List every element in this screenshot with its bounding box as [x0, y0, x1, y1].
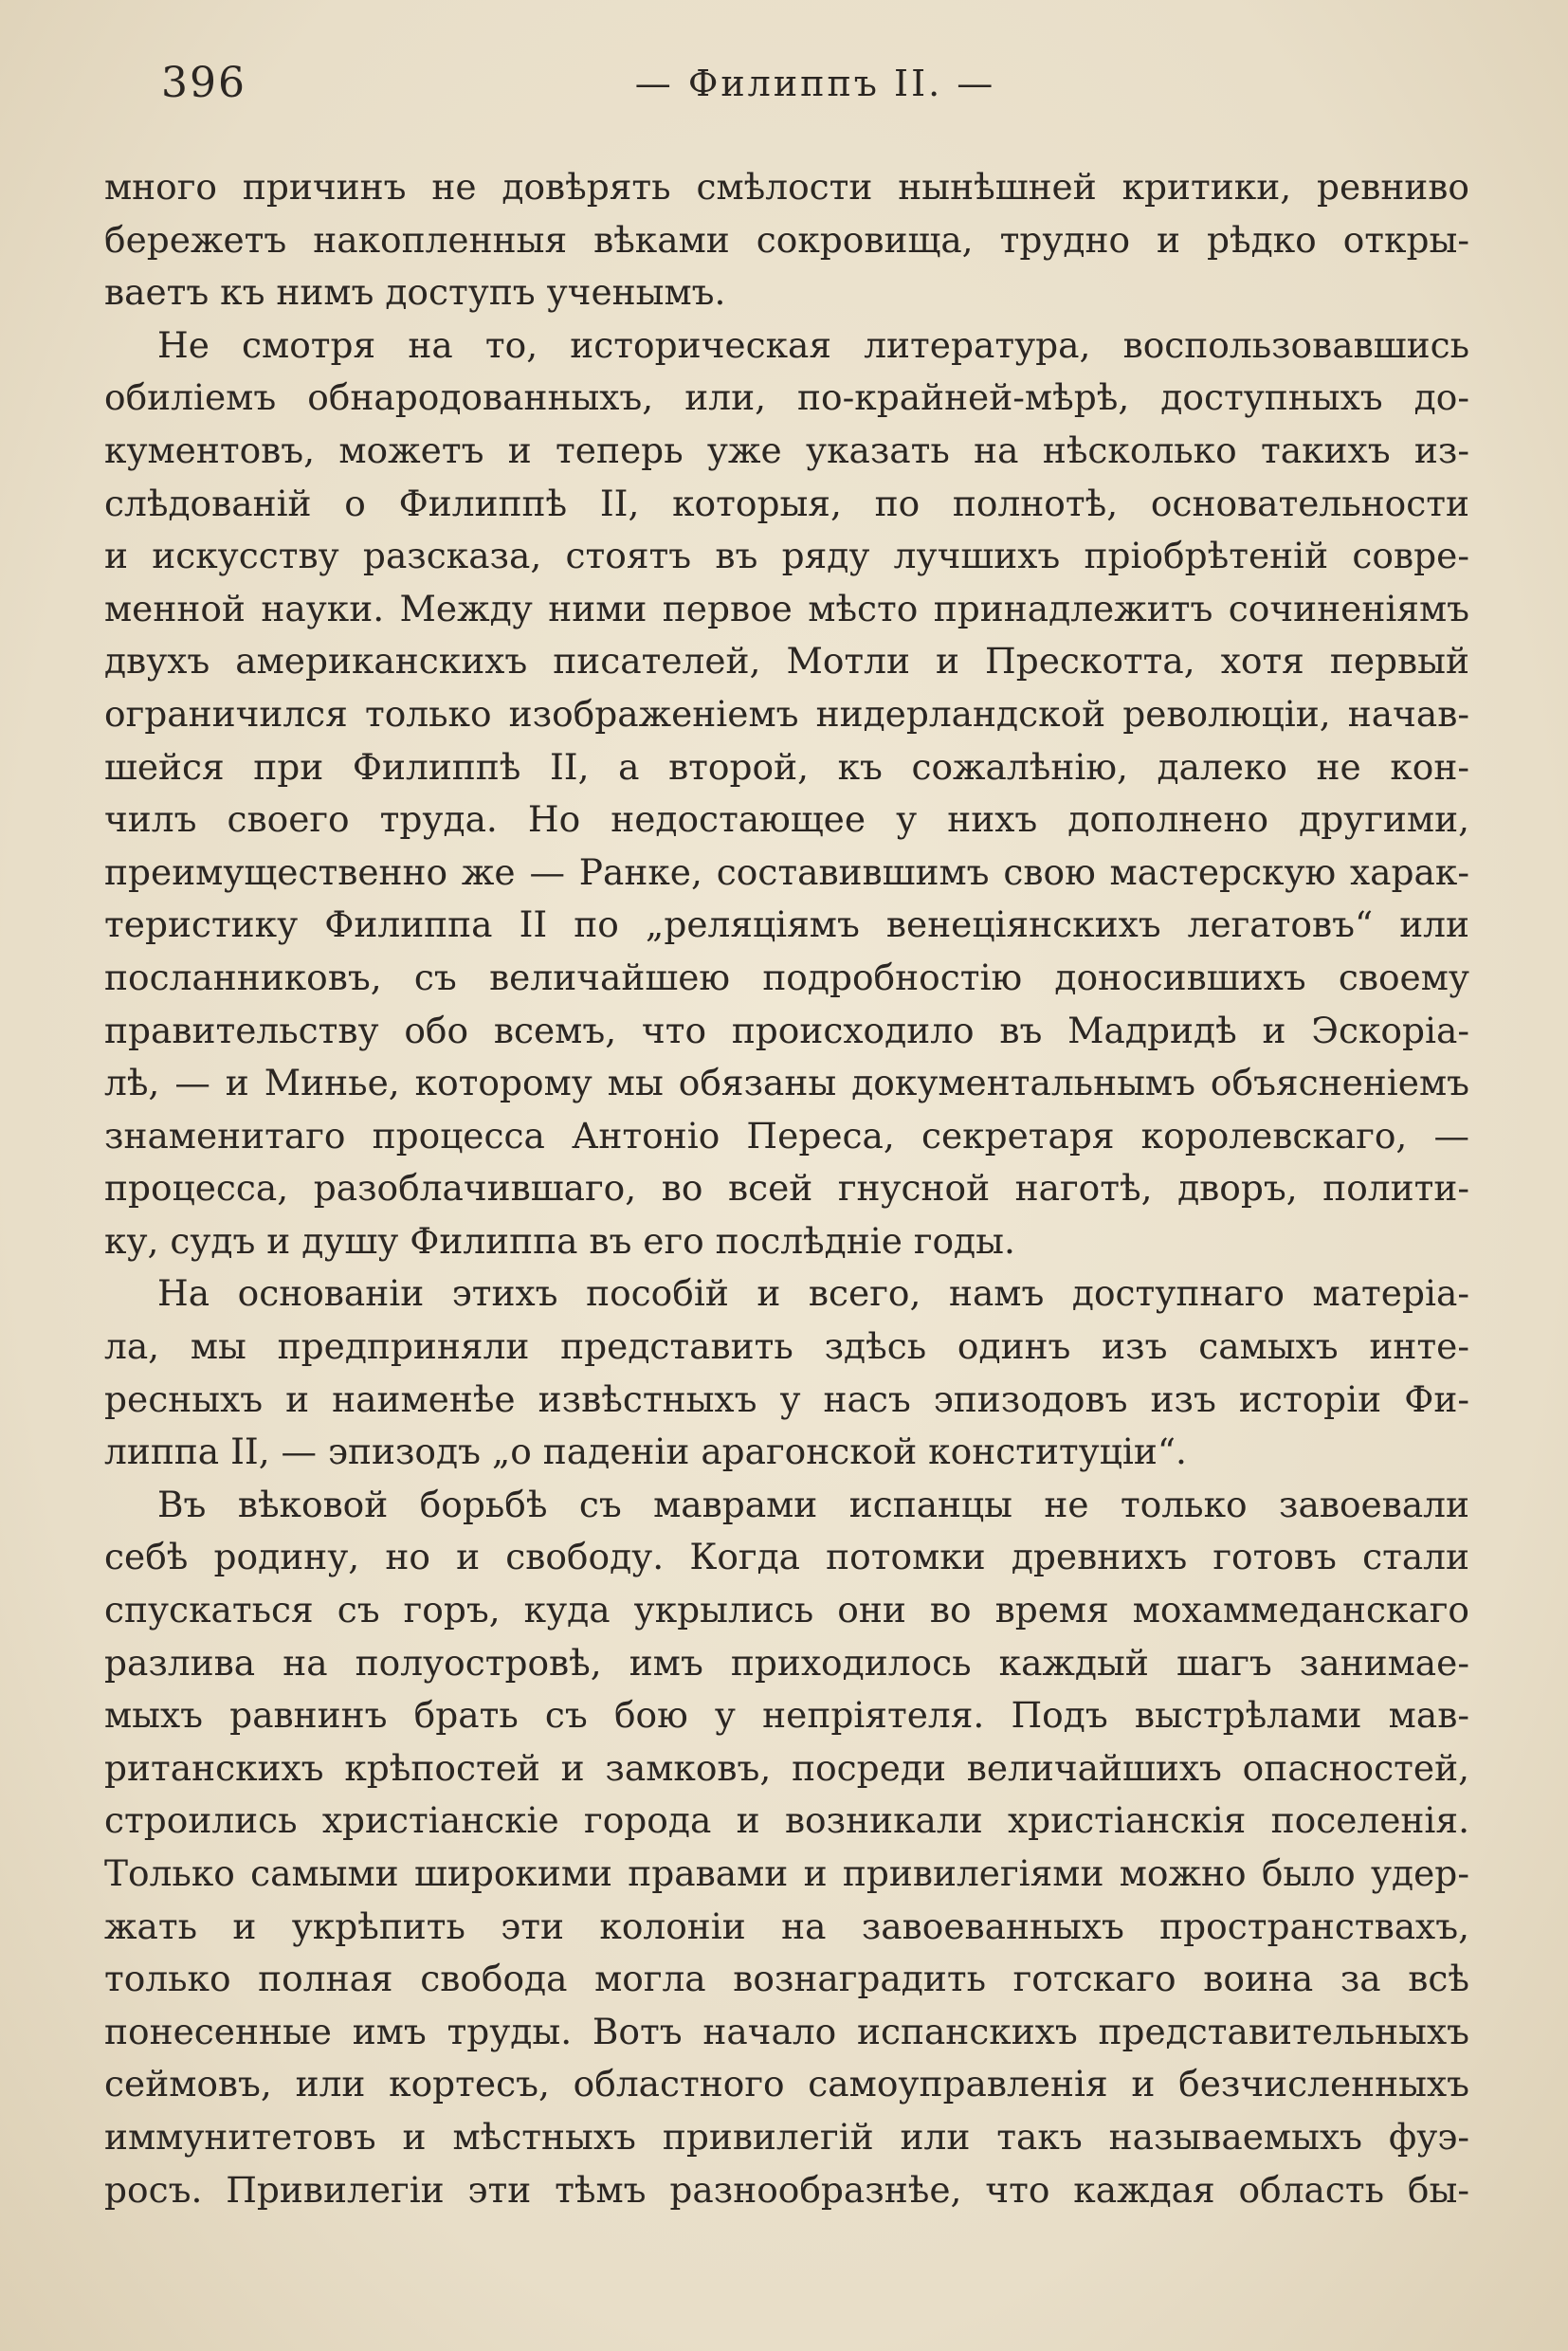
text-line: строились христіанскіе города и возникали христіанскія поселенія.: [104, 1799, 1469, 1842]
text-line: правительству обо всемъ, что происходило въ Мадридѣ и Эскоріа-: [104, 1009, 1469, 1051]
text-line: ку, судъ и душу Филиппа въ его послѣдніе годы.: [104, 1219, 1015, 1262]
text-line: иммунитетовъ и мѣстныхъ привилегій или такъ называемыхъ фуэ-: [104, 2115, 1469, 2158]
text-line: На основаніи этихъ пособій и всего, намъ доступнаго матеріа-: [157, 1272, 1469, 1315]
text-line: жать и укрѣпить эти колоніи на завоеванныхъ пространствахъ,: [104, 1904, 1469, 1947]
text-line: слѣдованій о Филиппѣ II, которыя, по полнотѣ, основательности: [104, 482, 1469, 524]
text-line: теристику Филиппа II по „реляціямъ венеціянскихъ легатовъ“ или: [104, 903, 1469, 946]
text-line: Не смотря на то, историческая литература, воспользовавшись: [157, 323, 1469, 366]
text-line: обиліемъ обнародованныхъ, или, по-крайней-мѣрѣ, доступныхъ до-: [104, 376, 1469, 419]
running-title: — Филиппъ II. —: [634, 63, 996, 104]
text-line: кументовъ, можетъ и теперь уже указать на нѣсколько такихъ из-: [104, 428, 1469, 471]
text-line: и искусству разсказа, стоятъ въ ряду лучшихъ пріобрѣтеній совре-: [104, 535, 1469, 577]
text-line: сеймовъ, или кортесъ, областного самоуправленія и безчисленныхъ: [104, 2063, 1469, 2105]
text-line: чилъ своего труда. Но недостающее у нихъ дополнено другими,: [104, 798, 1469, 841]
text-line: ресныхъ и наименѣе извѣстныхъ у насъ эпизодовъ изъ исторіи Фи-: [104, 1377, 1469, 1420]
text-line: ла, мы предприняли представить здѣсь одинъ изъ самыхъ инте-: [104, 1325, 1469, 1368]
text-line: Только самыми широкими правами и привилегіями можно было удер-: [104, 1852, 1469, 1894]
text-line: лѣ, — и Минье, которому мы обязаны документальнымъ объясненіемъ: [104, 1062, 1469, 1104]
text-line: росъ. Привилегіи эти тѣмъ разнообразнѣе, что каждая область бы-: [104, 2168, 1469, 2211]
page-header: [161, 59, 1469, 125]
text-line: ританскихъ крѣпостей и замковъ, посреди величайшихъ опасностей,: [104, 1746, 1469, 1789]
text-line: ограничился только изображеніемъ нидерландской революціи, начав-: [104, 692, 1469, 735]
text-line: шейся при Филиппѣ II, а второй, къ сожалѣнію, далеко не кон-: [104, 745, 1469, 788]
page-number: 396: [161, 59, 246, 107]
text-line: понесенные имъ труды. Вотъ начало испанскихъ представительныхъ: [104, 2010, 1469, 2052]
text-line: преимущественно же — Ранке, составившимъ свою мастерскую харак-: [104, 850, 1469, 893]
text-line: Въ вѣковой борьбѣ съ маврами испанцы не только завоевали: [157, 1483, 1469, 1525]
text-line: бережетъ накопленныя вѣками сокровища, трудно и рѣдко откры-: [104, 218, 1469, 261]
text-line: много причинъ не довѣрять смѣлости нынѣшней критики, ревниво: [104, 166, 1469, 208]
text-line: мыхъ равнинъ брать съ бою у непріятеля. Подъ выстрѣлами мав-: [104, 1694, 1469, 1737]
text-line: двухъ американскихъ писателей, Мотли и Прескотта, хотя первый: [104, 640, 1469, 683]
text-line: знаменитаго процесса Антоніо Переса, секретаря королевскаго, —: [104, 1114, 1469, 1157]
text-line: разлива на полуостровѣ, имъ приходилось каждый шагъ занимае-: [104, 1641, 1469, 1684]
body-text: [104, 161, 1469, 2216]
text-line: менной науки. Между ними первое мѣсто принадлежитъ сочиненіямъ: [104, 587, 1469, 629]
text-line: ваетъ къ нимъ доступъ ученымъ.: [104, 271, 726, 314]
text-line: посланниковъ, съ величайшею подробностію доносившихъ своему: [104, 956, 1469, 998]
text-line: себѣ родину, но и свободу. Когда потомки древнихъ готовъ стали: [104, 1536, 1469, 1578]
text-line: только полная свобода могла вознаградить готскаго воина за всѣ: [104, 1958, 1469, 2000]
text-line: процесса, разоблачившаго, во всей гнусной наготѣ, дворъ, полити-: [104, 1167, 1469, 1210]
text-line: липпа II, — эпизодъ „о паденіи арагонской конституціи“.: [104, 1431, 1187, 1473]
text-line: спускаться съ горъ, куда укрылись они во время мохаммеданскаго: [104, 1589, 1469, 1631]
